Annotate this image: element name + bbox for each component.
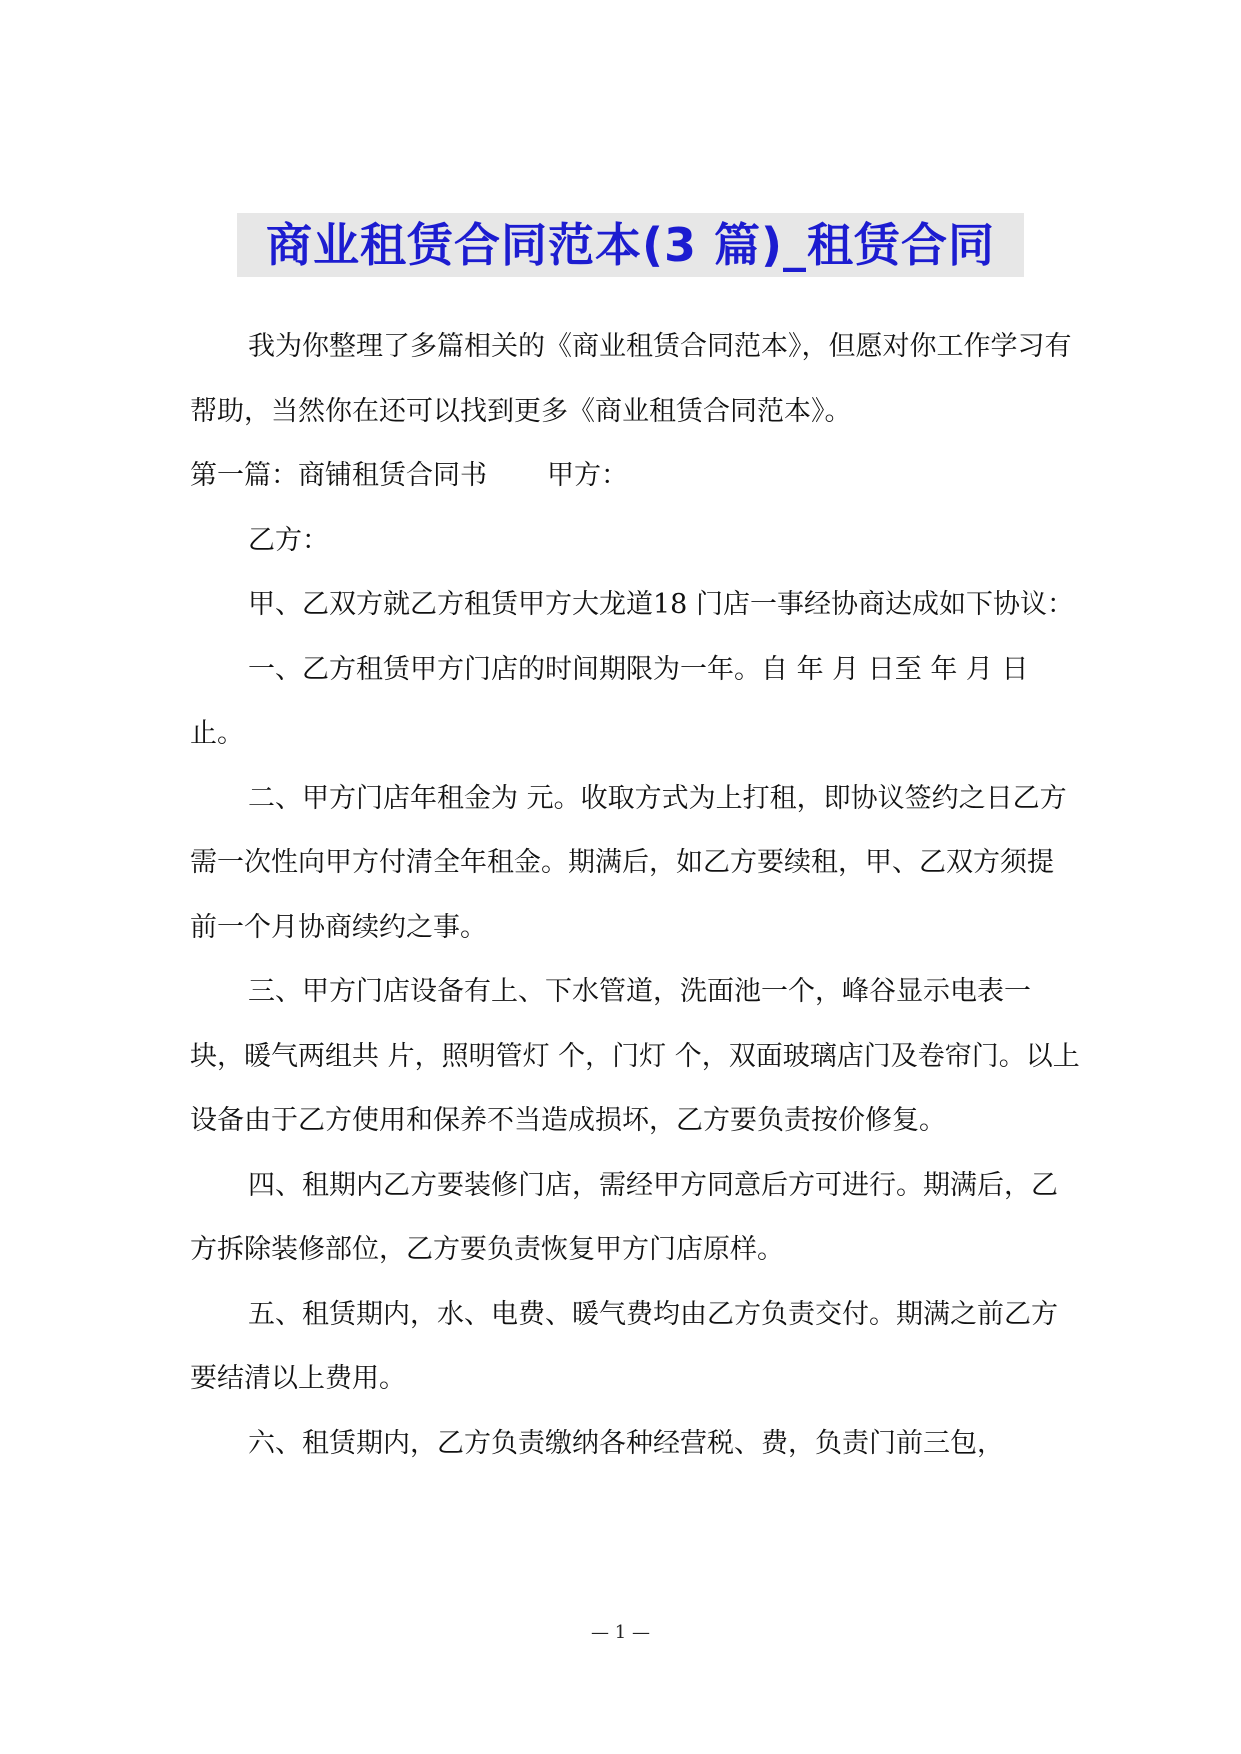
- page-number: — 1 —: [591, 1622, 650, 1643]
- party-a-label: 甲方：: [547, 460, 628, 491]
- clause-2: 二、甲方门店年租金为 元。收取方式为上打租，即协议签约之日乙方需一次性向甲方付清全年租金。期满后，如乙方要续租，甲、乙双方须提前一个月协商续约之事。: [190, 782, 1067, 943]
- party-b-label: 乙方：: [248, 524, 329, 556]
- preamble-paragraph: 甲、乙双方就乙方租赁甲方大龙道18 门店一事经协商达成如下协议：: [248, 589, 1074, 620]
- document-body: [190, 315, 1080, 1476]
- document-title: 商业租赁合同范本(3 篇)_租赁合同: [265, 218, 996, 272]
- clause-1: 一、乙方租赁甲方门店的时间期限为一年。自 年 月 日至 年 月 日止。: [190, 653, 1029, 749]
- clause-3: 三、甲方门店设备有上、下水管道，洗面池一个，峰谷显示电表一块，暖气两组共 片，照明管灯 个，门灯 个，双面玻璃店门及卷帘门。以上设备由于乙方使用和保养不当造成损坏，乙方要负责按价修复。: [190, 976, 1080, 1136]
- section-heading: 第一篇：商铺租赁合同书: [190, 460, 487, 491]
- clause-6: 六、租赁期内，乙方负责缴纳各种经营税、费，负责门前三包，: [248, 1427, 1004, 1459]
- clause-4: 四、租期内乙方要装修门店，需经甲方同意后方可进行。期满后，乙方拆除装修部位，乙方要负责恢复甲方门店原样。: [190, 1169, 1058, 1265]
- title-highlight: [237, 213, 1024, 277]
- clause-5: 五、租赁期内，水、电费、暖气费均由乙方负责交付。期满之前乙方要结清以上费用。: [190, 1298, 1058, 1394]
- section-heading-line: [190, 444, 1080, 509]
- intro-paragraph: 我为你整理了多篇相关的《商业租赁合同范本》，但愿对你工作学习有帮助，当然你在还可以找到更多《商业租赁合同范本》。: [190, 331, 1072, 427]
